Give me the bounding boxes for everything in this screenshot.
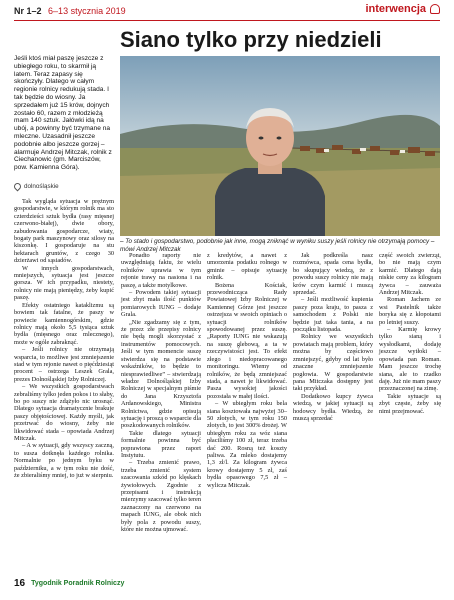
paragraph: Dodatkowo kupcy żywca wiedzą, w jakiej sytuacji są hodowcy bydła. Wiedzą, że muszą sprzedać (293, 392, 373, 422)
paragraph: – Karmię krowy tylko sianą i wysłodkami, dodaję jeszcze wytłoki – opowiada pan Roman. Mam jeszcze trochę siana, ale to rzadko daję. Już nie mam paszy przeznaczonej na zimę. (379, 326, 441, 393)
issue-dates: 6–13 stycznia 2019 (48, 6, 126, 16)
article-title: Siano tylko przy niedzieli (120, 27, 382, 52)
paragraph: część swoich zwierząt, bo nie mają czym karmić. Dlatego dają niskie ceny za kilogram żywca – zauważa Andrzej Mitczak. (379, 252, 441, 297)
paragraph: – We wszystkich gospodarstwach zebraliśmy tylko jeden pokos i to słaby, bo po suszy nie zdążyło nic urosnąć. Dlatego sytuacja dramatycznie brakuje paszy objętościowej. Każdy myśli, jak przetrwać do wiosny, żeby nie likwidować stada – opowiada Andrzej Mitczak. (14, 383, 114, 442)
paragraph: Bożena Kościak, przewodnicząca Rady Powiatowej Izby Rolniczej w Kamiennej Górze jest jeszcze ostrzejsza w swoich opiniach o sytuacji rolników spowodowanej przez suszę. „Raporty IUNG nie wskazują na suszę glebową, a ta w rzeczywistości jest. To efekt złego i niedopracowanego monitoringu. Wiemy od rolników, że będą zmniejszać stada, a nawet je likwidować. Pasza wysokiej jakości pozostała w małej ilości. (207, 281, 287, 400)
publication-brand: Tygodnik Poradnik Rolniczy (31, 580, 125, 587)
page-footer (14, 578, 124, 589)
paragraph: Jak podkreśla nasz rozmówca, spada cena bydła, bo skupujący wiedzą, że z powodu suszy rolnicy nie mają krów czym karmić i muszą sprzedać. (293, 252, 373, 297)
text-column-1 (14, 198, 114, 574)
paragraph: – A w sytuacji, gdy wszyscy zaczną, to susza dotknęła każdego rolnika. Normalnie po jednym byku w październiku, a w tym roku nie dość, że zbieraliśmy mniej, to już w sierpniu. (14, 442, 114, 480)
paragraph: Ponadto raporty nie uwzględniają faktu, że wielu rolników uprawia w tym rejonie trawy na nasiona i na paszę, a także motylkowe. (121, 252, 201, 289)
text-column-4 (293, 252, 373, 574)
article-photo (120, 56, 445, 236)
paragraph: Takie sytuacje są zbyt częste, żeby się nimi przejmować. (379, 392, 441, 415)
page-number: 16 (14, 578, 26, 589)
paragraph: Rolnicy we wszystkich powiatach mają problem, który można by częściowo zmniejszyć, gdyby od lat było znaczne zmniejszenie pogłowia. W gospodarstwie pana Mitczaka dostępny jest taki przykład. (293, 333, 373, 393)
paragraph: – Jeśli możliwość kupienia paszy poza kraju, to pasza z samochodem z Polski nie będzie już taka tania, a na początku listopada. (293, 296, 373, 334)
paragraph: – Powodem takiej sytuacji jest zbyt mała ilość punktów pomiarowych IUNG – dodaje Grala. (121, 289, 201, 319)
issue-info (14, 6, 126, 16)
photo-caption: – To stado i gospodarstwo, podobnie jak inne, mogą zniknąć w wyniku suszy jeśli rolnicy nie otrzymają pomocy – mówi Andrzej Mitczak (120, 238, 435, 253)
paragraph: „Nie zgadzamy się z tym, że przez złe przepisy rolnicy nie będą mogli skorzystać z instrumentów pomocowych. Jeśli w tym momencie suszę stwierdza się na podstawie wskaźników, to będzie to niesprawiedliwe” – stwierdzają władze Dolnośląskiej Izby Rolniczej w specjalnym piśmie do Jana Krzysztofa Ardanowskiego, Ministra Rolnictwa, gdzie opisują sytuację i proszą o wsparcie dla poszkodowanych rolników. (121, 318, 201, 430)
text-column-2 (121, 252, 201, 574)
lead-paragraph: Jeśli ktoś miał paszę jeszcze z ubiegłego roku, to skarmił ją latem. Teraz zapasy się skończyły. Dlatego w całym regionie rolnicy redukują stada. I tak będzie do wiosny. Ja sprzedałem już 15 krów, dojnych zostało 60, razem z młodzieżą mam 140 sztuk. Jałówki idą na ubój, a powinny być trzymane na mleczne. Uzasadnił jeszcze podobnie albo jeszcze gorzej – alarmuje Andrzej Mitczak, rolnik z Ciechanowic (gm. Marciszów, pow. Kamienna Góra). (14, 55, 112, 172)
photo-credit: fot. Monika Kowalczyk (439, 178, 445, 219)
paragraph: Roman Jachem ze wsi Pastelnik także boryka się z kłopotami po letniej suszy. (379, 296, 441, 326)
paragraph: Tak wygląda sytuacja w prężnym gospodarstwie, w którym rolnik ma sto czterdzieści sztuk bydła (rasy mięsnej czerwono-białej), dwie obory, zabudowania gospodarcze, wiaty, bogaty park maszynowy oraz silosy na kiszonkę. I gospodaruje na stu hektarach gruntów, z czego 30 dzierżawi od sąsiadów. (14, 198, 114, 265)
paragraph: z kredytów, a nawet z umorzenia podatku rolnego w gminie – opisuje sytuację rolnik. (207, 252, 287, 282)
text-column-3 (207, 252, 287, 574)
paragraph: – W ubiegłym roku bela siana kosztowała najwyżej 30–50 złotych, w tym roku 150 złotych, to jest 300% drożej. W ubiegłym roku za wóz siana płaciliśmy 100 zł, teraz trzeba dać 200. Rosną też koszty paliwa. Za mleko dostajemy 1,3 zł/l. Za kilogram żywca krowy dostajemy 5 zł, zaś bydła opasowego 7,5 zł – wylicza Mitczak. (207, 400, 287, 489)
farmer-photo-illustration (120, 56, 440, 236)
location-pin-icon (13, 182, 23, 192)
article-lead (14, 55, 114, 180)
header-rule (14, 20, 440, 21)
region-tag (14, 183, 59, 190)
alert-icon (430, 4, 440, 14)
paragraph: Takie dlatego sytuacji formalnie powinna być poprawiona przez raport Instytutu. (121, 429, 201, 459)
paragraph: W innych gospodarstwach, mniejszych, sytuacja jest jeszcze gorsza. W ich przypadku, niestety, rolnicy nie mają pieniędzy, żeby kupić paszę. (14, 264, 114, 302)
text-column-5 (379, 252, 441, 574)
paragraph: Efekty ostatniego kataklizmu są bowiem tak fatalne, że paszy w powiecie kamiennogórskim, gdzie rolnicy mają około 5,5 tysiąca sztuk bydła (mięsnego oraz mlecznego), może w ogóle zabraknąć. (14, 301, 114, 346)
section-name: interwencja (365, 3, 426, 15)
paragraph: – Jeśli rolnicy nie otrzymają wsparcia, to możliwe jest zmniejszenie stad w tym rejonie nawet o pięćdziesiąt procent – ostrzega Leszek Grala, prezes Dolnośląskiej Izby Rolniczej. (14, 346, 114, 383)
issue-number: Nr 1–2 (14, 6, 42, 16)
page-header (0, 0, 454, 20)
section-label (365, 3, 440, 15)
paragraph: – Trzeba zmienić prawo, trzeba zmienić system szacowania szkód po klęskach żywiołowych. Zgodnie z przepisami i instrukcją mierzymy szacować tylko teren zaznaczony na czerwono na mapach IUNG, ale obok nich były pola z powodu suszy, które nie można ujmować. (121, 459, 201, 534)
region-name: dolnośląskie (24, 183, 59, 190)
